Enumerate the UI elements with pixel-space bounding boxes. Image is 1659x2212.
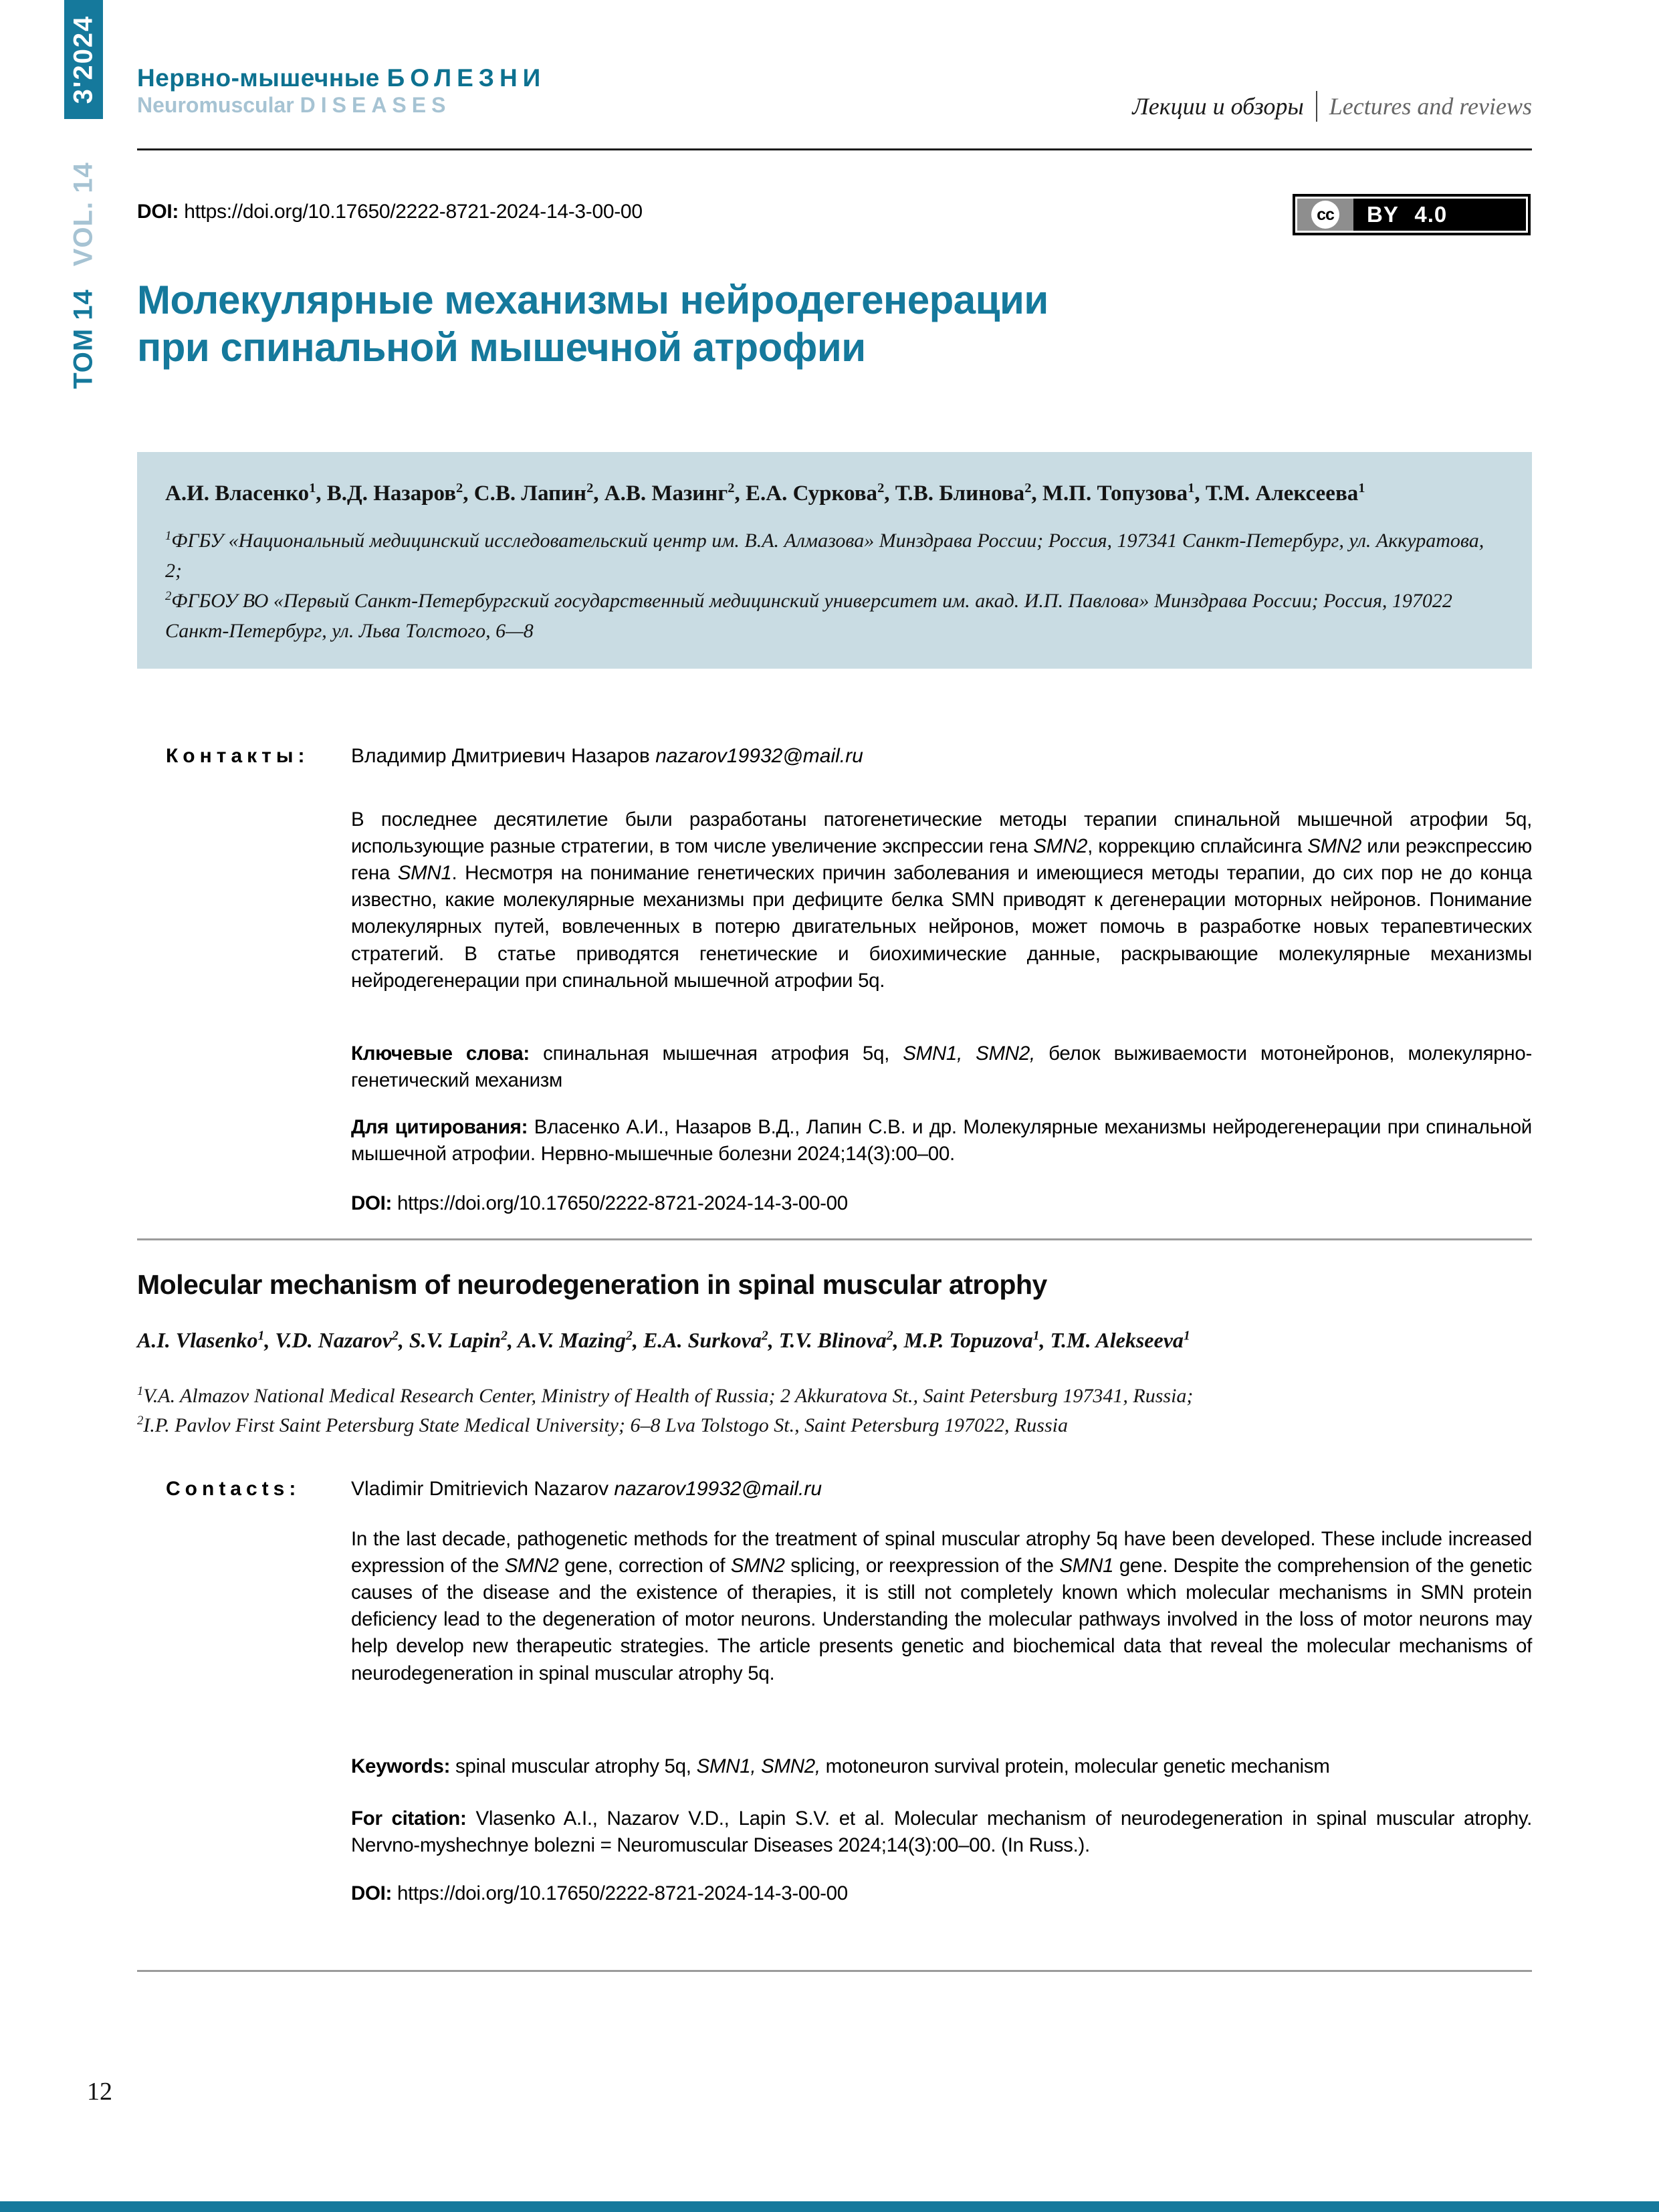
citation-en: For citation: Vlasenko A.I., Nazarov V.D., Lapin S.V. et al. Molecular mechanism of neurodegeneration in spinal muscular atrophy. Nervno-myshechnye bolezni = Neuromuscular Diseases 2024;14(3):00–00. (In Russ.). <box>351 1807 1532 1857</box>
contact-person-ru: Владимир Дмитриевич Назаров <box>351 745 656 767</box>
journal-logo <box>137 64 546 118</box>
contact-person-en: Vladimir Dmitrievich Nazarov <box>351 1478 615 1500</box>
section-heading <box>1132 91 1532 122</box>
doi-value: https://doi.org/10.17650/2222-8721-2024-14-3-00-00 <box>184 201 643 223</box>
issue-badge <box>64 0 103 119</box>
issue-label: 3'2024 <box>68 15 98 104</box>
contacts-en-row <box>166 1478 822 1501</box>
section-heading-en: Lectures and reviews <box>1329 93 1532 120</box>
affiliation-en-2: $^2$I.P. Pavlov First Saint Petersburg State Medical University; 6–8 Lva Tolstogo St., Saint Petersburg 197022, Russia <box>137 1414 1068 1436</box>
article-title-ru-line2: при спинальной мышечной атрофии <box>137 324 866 370</box>
contact-email-en: nazarov19932@mail.ru <box>614 1478 822 1500</box>
journal-name-en: Neuromuscular DISEASES <box>137 93 451 118</box>
doi-line-top <box>137 201 643 223</box>
journal-name-ru: Нервно-мышечные БОЛЕЗНИ <box>137 64 546 92</box>
contacts-label-en: Contacts: <box>166 1478 301 1500</box>
page-number: 12 <box>87 2078 112 2106</box>
cc-by-badge <box>1293 194 1531 235</box>
contacts-label-ru: Контакты: <box>166 745 310 767</box>
contacts-ru-row <box>166 745 863 768</box>
authors-ru: А.И. Власенко$^1$, В.Д. Назаров$^2$, С.В. Лапин$^2$, А.В. Мазинг$^2$, Е.А. Суркова$^2$, Т.В. Блинова$^2$, М.П. Топузова$^1$, Т.М. Алексеева$^1$ <box>165 481 1365 506</box>
doi-label: DOI: <box>137 201 179 223</box>
article-title-ru-line1: Молекулярные механизмы нейродегенерации <box>137 278 1048 322</box>
contact-email-ru: nazarov19932@mail.ru <box>655 745 863 767</box>
article-title-en: Molecular mechanism of neurodegeneration in spinal muscular atrophy <box>137 1269 1047 1300</box>
volume-label <box>64 128 103 423</box>
affiliation-en-1: $^1$V.A. Almazov National Medical Research Center, Ministry of Health of Russia; 2 Akkuratova St., Saint Petersburg 197341, Russia; <box>137 1384 1194 1407</box>
header-rule <box>137 148 1532 150</box>
section-divider-rule <box>137 1238 1532 1240</box>
abstract-ru: В последнее десятилетие были разработаны патогенетические методы терапии спинальной мышечной атрофии 5q, использующие разные стратегии, в том числе увеличение экспрессии гена SMN2, коррекцию сплайсинга SMN2 или реэкспрессию гена SMN1. Несмотря на понимание генетических причин заболевания и имеющиеся методы терапии, до сих пор не до конца известно, какие молекулярные механизмы при дефиците белка SMN приводят к дегенерации моторных нейронов. Понимание молекулярных путей, вовлеченных в потерю двигательных нейронов, может помочь в разработке новых терапевтических стратегий. В статье приводятся генетические и биохимические данные, раскрывающие молекулярные механизмы нейродегенерации при спинальной мышечной атрофии 5q. <box>351 808 1532 992</box>
abstract-en: In the last decade, pathogenetic methods for the treatment of spinal muscular atrophy 5q have been developed. These include increased expression of the SMN2 gene, correction of SMN2 splicing, or reexpression of the SMN1 gene. Despite the comprehension of the genetic causes of the disease and the existence of therapies, it is still not completely known which molecular mechanisms in SMN protein deficiency lead to the degeneration of motor neurons. Understanding the molecular pathways involved in the loss of motor neurons may help develop new therapeutic strategies. The article presents genetic and biochemical data that reveal the molecular mechanisms of neurodegeneration in spinal muscular atrophy 5q. <box>351 1528 1532 1684</box>
affiliation-ru-2: $^2$ФГБОУ ВО «Первый Санкт-Петербургский государственный медицинский университет им. акад. И.П. Павлова» Минздрава России; Россия, 197022 Санкт-Петербург, ул. Льва Толстого, 6—8 <box>165 588 1452 642</box>
volume-ru: ТОМ 14 <box>68 289 98 389</box>
authors-box <box>137 452 1532 669</box>
citation-ru: Для цитирования: Власенко А.И., Назаров В.Д., Лапин С.В. и др. Молекулярные механизмы нейродегенерации при спинальной мышечной атрофии. Нервно-мышечные болезни 2024;14(3):00–00. <box>351 1116 1532 1166</box>
article-title-ru <box>137 277 1048 372</box>
section-divider <box>1316 91 1317 122</box>
cc-by-label: BY 4.0 <box>1367 202 1448 227</box>
bottom-bar <box>0 2201 1659 2212</box>
keywords-ru: Ключевые слова: спинальная мышечная атрофия 5q, SMN1, SMN2, белок выживаемости мотонейронов, молекулярно-генетический механизм <box>351 1042 1532 1092</box>
cc-icon: cc <box>1311 201 1339 229</box>
volume-en: VOL. 14 <box>68 162 98 267</box>
affiliation-ru-1: $^1$ФГБУ «Национальный медицинский исследовательский центр им. В.А. Алмазова» Минздрава России; Россия, 197341 Санкт-Петербург, ул. Аккуратова, 2; <box>165 528 1484 582</box>
doi-line-ru: DOI: https://doi.org/10.17650/2222-8721-2024-14-3-00-00 <box>351 1192 848 1214</box>
keywords-en: Keywords: spinal muscular atrophy 5q, SMN1, SMN2, motoneuron survival protein, molecular genetic mechanism <box>351 1755 1330 1777</box>
bottom-rule <box>137 1970 1532 1972</box>
section-heading-ru: Лекции и обзоры <box>1132 93 1304 120</box>
doi-line-en: DOI: https://doi.org/10.17650/2222-8721-2024-14-3-00-00 <box>351 1882 848 1904</box>
authors-en: A.I. Vlasenko$^1$, V.D. Nazarov$^2$, S.V. Lapin$^2$, A.V. Mazing$^2$, E.A. Surkova$^2$, T.V. Blinova$^2$, M.P. Topuzova$^1$, T.M. Alekseeva$^1$ <box>137 1328 1190 1352</box>
